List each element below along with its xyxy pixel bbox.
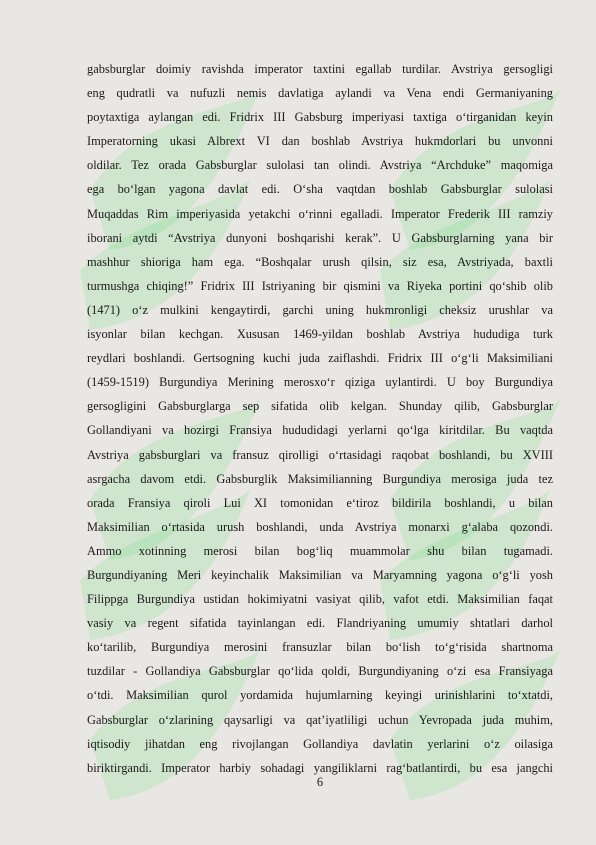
text-line: Gollandiyani va hozirgi Fransiya hududidagi yerlarni qoʻlga kiritdilar. Bu vaqtda [87, 423, 553, 438]
body-text [87, 57, 553, 780]
text-line: gersogligini Gabsburglarga sep sifatida olib kelgan. Shunday qilib, Gabsburglar [87, 399, 553, 414]
text-line: iborani aytdi “Avstriya dunyoni boshqarishi kerak”. U Gabsburglarning yana bir [87, 230, 553, 245]
text-line: asrgacha davom etdi. Gabsburglik Maksimilianning Burgundiya merosiga juda tez [87, 471, 553, 486]
text-line: eng qudratli va nufuzli nemis davlatiga aylandi va Vena endi Germaniyaning [87, 86, 553, 101]
text-line: Ammo xotinning merosi bilan bogʻliq muammolar shu bilan tugamadi. [87, 543, 553, 558]
text-line: (1459-1519) Burgundiya Merining merosxoʻr qiziga uylantirdi. U boy Burgundiya [87, 375, 553, 390]
text-line: Gabsburglar oʻzlarining qaysarligi va qatʼiyatliligi uchun Yevropada juda muhim, [87, 712, 553, 727]
text-line: iqtisodiy jihatdan eng rivojlangan Gollandiya davlatin yerlarini oʻz oilasiga [87, 736, 553, 751]
text-line: Muqaddas Rim imperiyasida yetakchi oʻrinni egalladi. Imperator Frederik III ramziy [87, 206, 553, 221]
text-line: ega boʻlgan yagona davlat edi. Oʻsha vaqtdan boshlab Gabsburglar sulolasi [87, 182, 553, 197]
text-line: biriktirgandi. Imperator harbiy sohadagi yangiliklarni ragʻbatlantirdi, bu esa jangchi [87, 760, 553, 775]
text-line: vasiy va regent sifatida tayinlangan edi. Flandriyaning umumiy shtatlari darhol [87, 616, 553, 631]
text-line: reydlari boshlandi. Gertsogning kuchi juda zaiflashdi. Fridrix III oʻgʻli Maksimiliani [87, 351, 553, 366]
text-line: Filippga Burgundiya ustidan hokimiyatni vasiyat qilib, vafot etdi. Maksimilian faqat [87, 592, 553, 607]
text-line: Maksimilian oʻrtasida urush boshlandi, unda Avstriya monarxi gʻalaba qozondi. [87, 519, 553, 534]
text-line: gabsburglar doimiy ravishda imperator taxtini egallab turdilar. Avstriya gersogligi [87, 62, 553, 76]
text-line: mashhur shioriga ham ega. “Boshqalar urush qilsin, siz esa, Avstriyada, baxtli [87, 254, 553, 269]
page-number: 6 [316, 775, 324, 789]
text-line: orada Fransiya qiroli Lui XI tomonidan eʻtiroz bildirila boshlandi, u bilan [87, 495, 553, 510]
text-line: poytaxtiga aylangan edi. Fridrix III Gabsburg imperiyasi taxtiga oʻtirganidan keyin [87, 110, 553, 125]
text-line: Burgundiyaning Meri keyinchalik Maksimilian va Maryamning yagona oʻgʻli yosh [87, 567, 553, 582]
text-line: koʻtarilib, Burgundiya merosini fransuzlar bilan boʻlish toʻgʻrisida shartnoma [87, 640, 553, 655]
text-line: isyonlar bilan kechgan. Xususan 1469-yildan boshlab Avstriya hududiga turk [87, 327, 553, 342]
text-line: turmushga chiqing!” Fridrix III Istriyaning bir qismini va Riyeka portini qoʻshib olib [87, 278, 553, 293]
text-line: Avstriya gabsburglari va fransuz qirolligi oʻrtasidagi raqobat boshlandi, bu XVIII [87, 447, 553, 462]
text-line: Imperatorning ukasi Albrext VI dan boshlab Avstriya hukmdorlari bu unvonni [87, 134, 553, 149]
text-line: (1471) oʻz mulkini kengaytirdi, garchi uning hukmronligi cheksiz urushlar va [87, 302, 553, 317]
text-line: oldilar. Tez orada Gabsburglar sulolasi tan olindi. Avstriya “Archduke” maqomiga [87, 158, 553, 173]
text-line: oʻtdi. Maksimilian qurol yordamida hujumlarning keyingi urinishlarini toʻxtatdi, [87, 688, 553, 703]
text-line: tuzdilar - Gollandiya Gabsburglar qoʻlida qoldi, Burgundiyaning oʻzi esa Fransiyaga [87, 664, 553, 679]
